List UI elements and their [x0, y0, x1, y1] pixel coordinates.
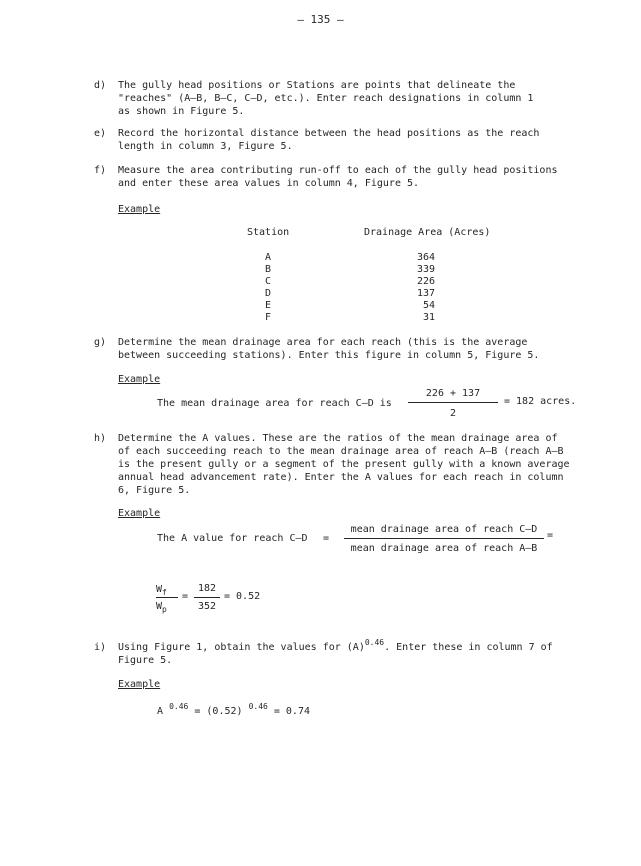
- table-header-station: Station: [247, 227, 290, 238]
- ratio-num-letter: W: [156, 584, 163, 595]
- item-g-line-1: Determine the mean drainage area for each reach (this is the average: [118, 337, 528, 348]
- item-h-line-1: Determine the A values. These are the ratios of the mean drainage area of: [118, 433, 558, 444]
- item-h-equals: =: [323, 533, 330, 544]
- item-d-line-2: "reaches" (A–B, B–C, C–D, etc.). Enter reach designations in column 1: [118, 93, 534, 104]
- item-h-line-2: of each succeeding reach to the mean drainage area of reach A–B (reach A–B: [118, 446, 564, 457]
- item-h-example-label: Example: [118, 508, 161, 519]
- ratio-equals-1: =: [182, 591, 189, 602]
- item-i-line-1-exponent: 0.46: [364, 638, 385, 647]
- item-e-label: e): [94, 128, 107, 139]
- item-d-label: d): [94, 80, 107, 91]
- ratio-num-value: 182: [197, 583, 217, 594]
- eq-result: = 0.74: [273, 706, 310, 717]
- item-i-line-2: Figure 5.: [118, 655, 173, 666]
- item-h-label: h): [94, 433, 107, 444]
- item-h-line-5: 6, Figure 5.: [118, 485, 191, 496]
- eq-base: A: [157, 706, 164, 717]
- item-h-denominator: mean drainage area of reach A–B: [350, 543, 538, 554]
- table-station-e: E: [265, 300, 272, 311]
- item-g-example-label: Example: [118, 374, 161, 385]
- table-station-a: A: [265, 252, 272, 263]
- item-f-line-2: and enter these area values in column 4, Figure 5.: [118, 178, 420, 189]
- table-area-c: 226: [416, 276, 435, 287]
- item-d-line-1: The gully head positions or Stations are points that delineate the: [118, 80, 516, 91]
- eq-mid: = (0.52): [194, 706, 243, 717]
- table-station-d: D: [265, 288, 272, 299]
- table-area-f: 31: [422, 312, 435, 323]
- item-g-result: = 182 acres.: [504, 396, 577, 407]
- item-g-label: g): [94, 337, 107, 348]
- item-h-line-3: is the present gully or a segment of the present gully with a known average: [118, 459, 570, 470]
- item-d-line-3: as shown in Figure 5.: [118, 106, 245, 117]
- table-station-b: B: [265, 264, 272, 275]
- item-g-line-2: between succeeding stations). Enter this figure in column 5, Figure 5.: [118, 350, 540, 361]
- table-header-area: Drainage Area (Acres): [364, 227, 491, 238]
- item-h-line-4: annual head advancement rate). Enter the A values for each reach in column: [118, 472, 564, 483]
- ratio-den-value: 352: [197, 601, 217, 612]
- item-i-line-1-pre: Using Figure 1, obtain the values for (A): [118, 642, 365, 653]
- item-h-fraction-bar: [344, 538, 544, 539]
- ratio-num-symbol: [156, 584, 167, 596]
- table-area-d: 137: [416, 288, 435, 299]
- item-i-line-1: [118, 638, 553, 654]
- ratio-symbol-bar: [156, 597, 178, 598]
- item-i-label: i): [94, 642, 107, 653]
- item-i-line-1-post: . Enter these in column 7 of: [384, 642, 553, 653]
- page-number: – 135 –: [297, 13, 344, 26]
- eq-exponent-1: 0.46: [169, 702, 189, 711]
- item-g-fraction-bar: [408, 402, 498, 403]
- ratio-num-sub: f: [162, 588, 167, 597]
- item-h-example-text: The A value for reach C–D: [157, 533, 308, 544]
- eq-exponent-2: 0.46: [248, 702, 268, 711]
- item-f-example-label: Example: [118, 204, 161, 215]
- ratio-den-sub: p: [162, 605, 167, 614]
- item-h-numerator: mean drainage area of reach C–D: [350, 524, 538, 535]
- table-area-a: 364: [416, 252, 435, 263]
- item-e-line-2: length in column 3, Figure 5.: [118, 141, 293, 152]
- ratio-den-symbol: [156, 601, 167, 613]
- table-station-c: C: [265, 276, 272, 287]
- ratio-den-letter: W: [156, 601, 163, 612]
- item-g-numerator: 226 + 137: [425, 388, 481, 399]
- table-area-b: 339: [416, 264, 435, 275]
- ratio-value-bar: [194, 597, 220, 598]
- item-f-line-1: Measure the area contributing run-off to each of the gully head positions: [118, 165, 558, 176]
- item-f-label: f): [94, 165, 107, 176]
- item-e-line-1: Record the horizontal distance between the head positions as the reach: [118, 128, 540, 139]
- item-g-denominator: 2: [449, 408, 457, 419]
- table-station-f: F: [265, 312, 272, 323]
- item-g-example-text: The mean drainage area for reach C–D is: [157, 398, 392, 409]
- item-i-example-label: Example: [118, 679, 161, 690]
- table-area-e: 54: [422, 300, 435, 311]
- item-h-trailing-equals: =: [547, 530, 554, 541]
- item-i-equation: [157, 702, 310, 718]
- ratio-result: = 0.52: [224, 591, 261, 602]
